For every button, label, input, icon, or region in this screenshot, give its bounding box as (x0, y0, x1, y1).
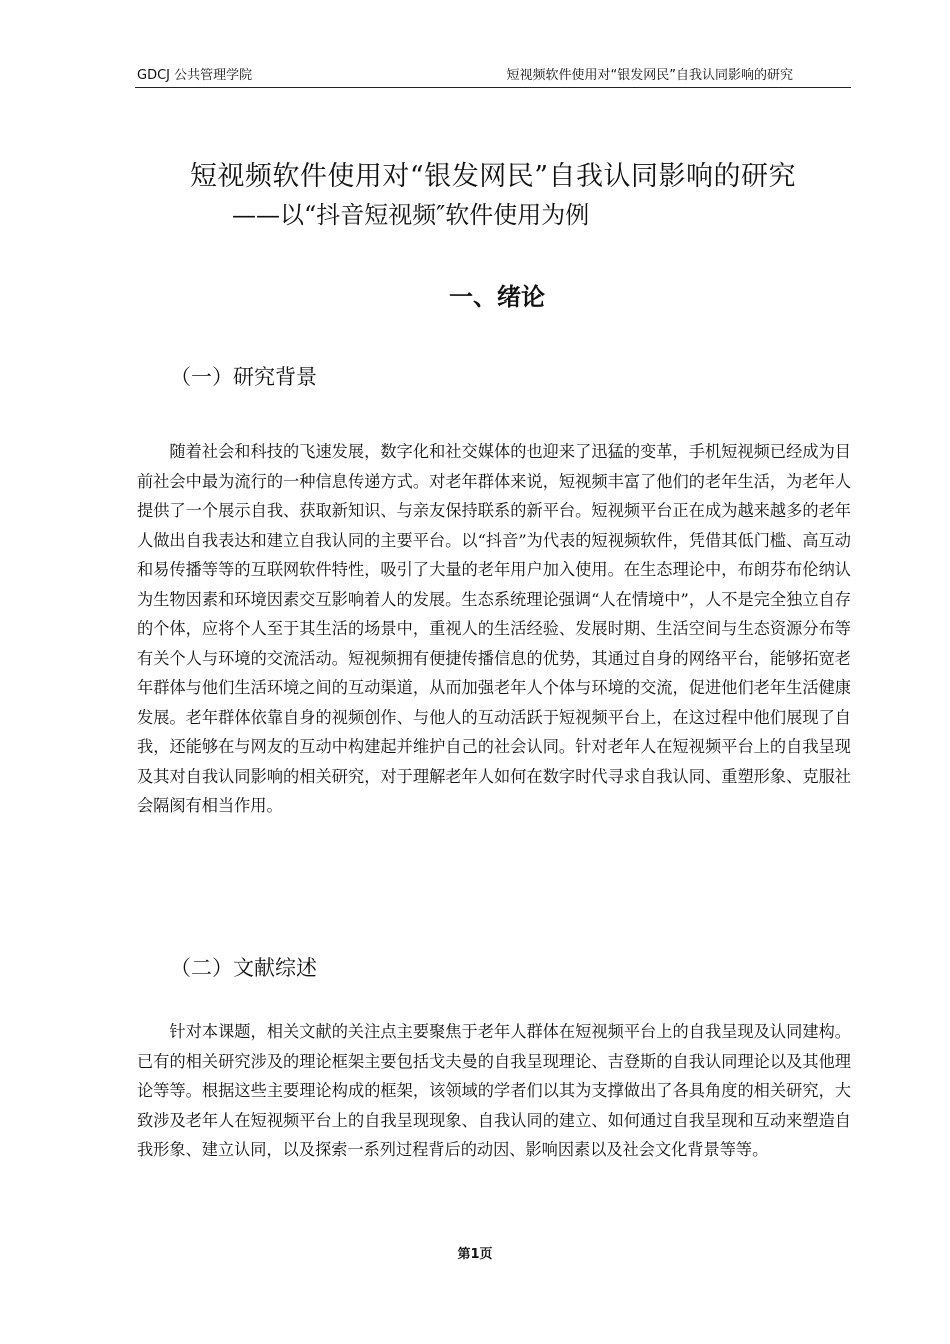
chapter-heading: 一、绪论 (449, 283, 545, 311)
header-institution: GDCJ 公共管理学院 (137, 68, 253, 83)
page-number: 第1页 (457, 1247, 493, 1262)
running-header (135, 67, 851, 88)
header-paper-title: 短视频软件使用对“银发网民”自我认同影响的研究 (506, 68, 793, 83)
section-paragraph-literature-review: 针对本课题，相关文献的关注点主要聚焦于老年人群体在短视频平台上的自我呈现及认同建构。已有的相关研究涉及的理论框架主要包括戈夫曼的自我呈现理论、吉登斯的自我认同理论以及其他理论等等。根据这些主要理论构成的框架，该领域的学者们以其为支撑做出了各具角度的相关研究，大致涉及老年人在短视频平台上的自我呈现现象、自我认同的建立、如何通过自我呈现和互动来塑造自我形象、建立认同，以及探索一系列过程背后的动因、影响因素以及社会文化背景等等。 (137, 1022, 851, 1159)
document-title: 短视频软件使用对“银发网民”自我认同影响的研究 (189, 161, 797, 192)
section-heading-literature-review: （二）文献综述 (170, 956, 317, 980)
section-heading-background: （一）研究背景 (170, 365, 317, 389)
section-paragraph-background: 随着社会和科技的飞速发展，数字化和社交媒体的也迎来了迅猛的变革，手机短视频已经成为目前社会中最为流行的一种信息传递方式。对老年群体来说，短视频丰富了他们的老年生活，为老年人提供了一个展示自我、获取新知识、与亲友保持联系的新平台。短视频平台正在成为越来越多的老年人做出自我表达和建立自我认同的主要平台。以“抖音”为代表的短视频软件，凭借其低门槛、高互动和易传播等等的互联网软件特性，吸引了大量的老年用户加入使用。在生态理论中，布朗芬布伦纳认为生物因素和环境因素交互影响着人的发展。生态系统理论强调“人在情境中”，人不是完全独立自存的个体，应将个人至于其生活的场景中，重视人的生活经验、发展时期、生活空间与生态资源分布等有关个人与环境的交流活动。短视频拥有便捷传播信息的优势，其通过自身的网络平台，能够拓宽老年群体与他们生活环境之间的互动渠道，从而加强老年人个体与环境的交流，促进他们老年生活健康发展。老年群体依靠自身的视频创作、与他人的互动活跃于短视频平台上，在这过程中他们展现了自我，还能够在与网友的互动中构建起并维护自己的社会认同。针对老年人在短视频平台上的自我呈现及其对自我认同影响的相关研究，对于理解老年人如何在数字时代寻求自我认同、重塑形象、克服社会隔阂有相当作用。 (137, 442, 851, 815)
document-subtitle: ——以“抖音短视频″软件使用为例 (232, 201, 590, 229)
